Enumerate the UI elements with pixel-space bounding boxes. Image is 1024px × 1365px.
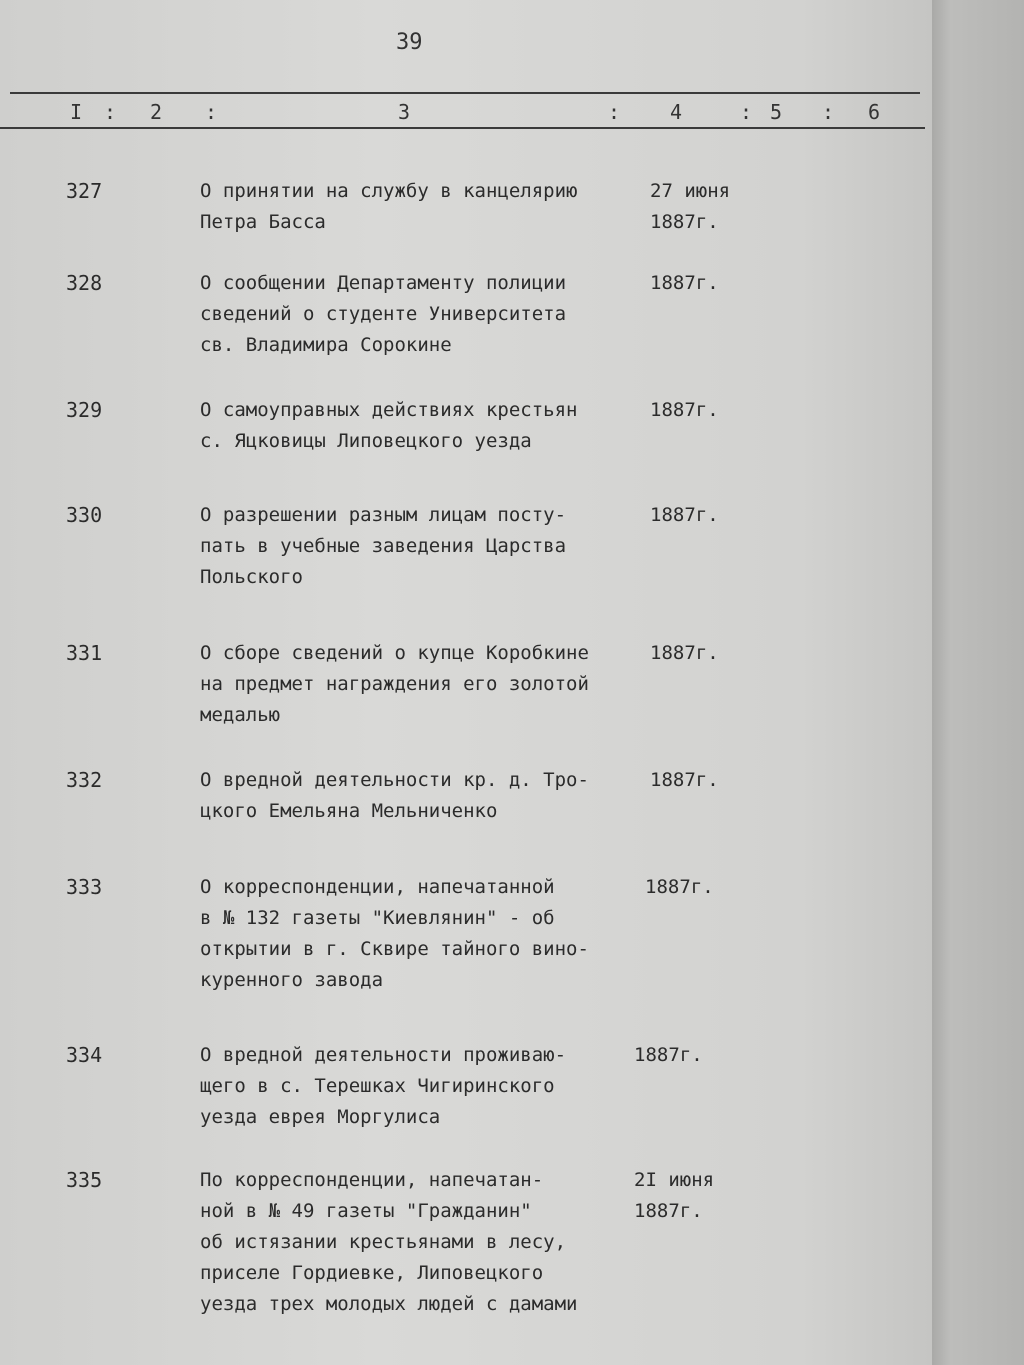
row-title: О корреспонденции, напечатанной в № 132 газеты "Киевлянин" - об открытии в г. Сквире тайного вино- куренного завода [200,876,589,991]
col-header-1: I [70,100,83,124]
row-title: О вредной деятельности кр. д. Тро- цкого Емельяна Мельниченко [200,769,589,822]
row-number: 328 [66,271,103,295]
row-date: 1887г. [650,399,719,421]
col-header-sep: : [205,100,218,124]
row-title: О вредной деятельности проживаю- щего в с. Терешках Чигиринского уезда еврея Моргулиса [200,1044,567,1128]
row-date: 2I июня 1887г. [634,1169,715,1222]
row-title: О сборе сведений о купце Коробкине на предмет награждения его золотой медалью [200,642,589,726]
col-header-2: 2 [150,100,163,124]
row-date: 1887г. [645,876,714,898]
row-title: О сообщении Департаменту полиции сведений о студенте Университета св. Владимира Сорокине [200,272,567,356]
underlying-page-edge [932,0,1024,1365]
row-date: 27 июня 1887г. [650,180,731,233]
row-number: 330 [66,503,103,527]
row-number: 335 [66,1168,103,1192]
row-number: 332 [66,768,103,792]
col-header-sep: : [740,100,753,124]
row-title: По корреспонденции, напечатан- ной в № 49 газеты "Гражданин" об истязании крестьянами в лесу, приселе Гордиевке, Липовецкого уезда трех молодых людей с дамами [200,1169,578,1315]
row-title: О разрешении разным лицам посту- пать в учебные заведения Царства Польского [200,504,567,588]
row-date: 1887г. [650,504,719,526]
row-number: 331 [66,641,103,665]
col-header-sep: : [104,100,117,124]
col-header-5: 5 [770,100,783,124]
row-title: О самоуправных действиях крестьян с. Яцковицы Липовецкого уезда [200,399,578,452]
row-number: 327 [66,179,103,203]
column-headers [0,100,940,128]
row-number: 334 [66,1043,103,1067]
row-date: 1887г. [650,642,719,664]
header-bottom-rule [0,127,925,129]
col-header-6: 6 [868,100,881,124]
col-header-4: 4 [670,100,683,124]
col-header-sep: : [822,100,835,124]
row-number: 333 [66,875,103,899]
col-header-3: 3 [398,100,411,124]
header-top-rule [10,92,920,94]
col-header-sep: : [608,100,621,124]
row-date: 1887г. [634,1044,703,1066]
page-number: 39 [396,30,423,55]
row-date: 1887г. [650,769,719,791]
row-title: О принятии на службу в канцелярию Петра Басса [200,180,578,233]
row-number: 329 [66,398,103,422]
row-date: 1887г. [650,272,719,294]
